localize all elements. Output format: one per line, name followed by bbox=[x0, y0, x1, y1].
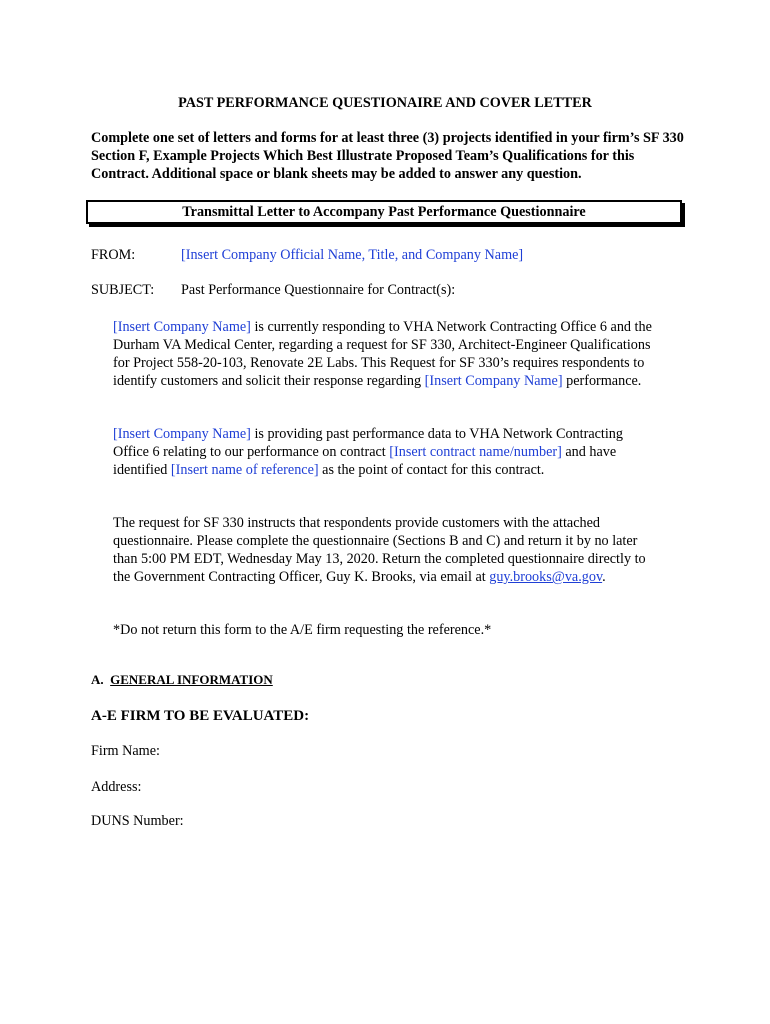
duns-number-label: DUNS Number: bbox=[91, 813, 184, 829]
email-link[interactable]: guy.brooks@va.gov bbox=[489, 569, 603, 585]
from-placeholder: [Insert Company Official Name, Title, and Company Name] bbox=[181, 247, 524, 263]
contract-placeholder: [Insert contract name/number] bbox=[389, 444, 562, 460]
paragraph-2-text-a: is providing past performance data to VHA Network Contracting Office 6 relating to our performance on contract bbox=[113, 426, 623, 460]
document-title: PAST PERFORMANCE QUESTIONAIRE AND COVER LETTER bbox=[178, 95, 592, 111]
subject-value: Past Performance Questionnaire for Contract(s): bbox=[181, 282, 456, 298]
paragraph-2-text-c: as the point of contact for this contract. bbox=[318, 462, 545, 478]
paragraph-3 bbox=[113, 514, 658, 586]
section-a-prefix: A. bbox=[91, 672, 104, 687]
company-name-placeholder: [Insert Company Name] bbox=[113, 319, 251, 335]
paragraph-1-text-a: is currently responding to VHA Network Contracting Office 6 and the Durham VA Medical Center, regarding a request for SF 330, Architect-Engineer Qualifications for Project 558-20-103, Renovate 2E Labs. This Request for SF 330’s requires respondents to identify customers and solicit their response regarding bbox=[113, 319, 652, 389]
intro-instructions: Complete one set of letters and forms for at least three (3) projects identified in your firm’s SF 330 Section F, Example Projects Which Best Illustrate Proposed Team’s Qualifications for this Contract. Additional space or blank sheets may be added to answer any question. bbox=[91, 130, 684, 182]
ae-firm-heading: A-E FIRM TO BE EVALUATED: bbox=[91, 708, 310, 724]
do-not-return-note: *Do not return this form to the A/E firm requesting the reference.* bbox=[113, 622, 492, 638]
reference-placeholder: [Insert name of reference] bbox=[170, 462, 319, 478]
paragraph-3-text-b: . bbox=[602, 569, 606, 585]
paragraph-1 bbox=[113, 318, 658, 390]
company-name-placeholder-2: [Insert Company Name] bbox=[424, 373, 563, 389]
paragraph-2-text-b: and have identified bbox=[113, 444, 617, 478]
section-a-title: GENERAL INFORMATION bbox=[110, 672, 273, 687]
paragraph-2 bbox=[113, 425, 658, 479]
transmittal-banner: Transmittal Letter to Accompany Past Performance Questionnaire bbox=[86, 200, 682, 224]
firm-name-label: Firm Name: bbox=[91, 743, 160, 759]
section-a-heading bbox=[91, 672, 273, 688]
address-label: Address: bbox=[91, 779, 142, 795]
paragraph-3-text-a: The request for SF 330 instructs that respondents provide customers with the attached questionnaire. Please complete the questionnaire (Sections B and C) and return it by no later than 5:00 PM EDT, Wednesday May 13, 2020. Return the completed questionnaire directly to the Government Contracting Officer, Guy K. Brooks, via email at bbox=[113, 515, 646, 585]
company-name-placeholder-3: [Insert Company Name] bbox=[113, 426, 251, 442]
paragraph-1-text-b: performance. bbox=[562, 373, 642, 389]
subject-label: SUBJECT: bbox=[91, 282, 155, 298]
from-label: FROM: bbox=[91, 247, 136, 263]
